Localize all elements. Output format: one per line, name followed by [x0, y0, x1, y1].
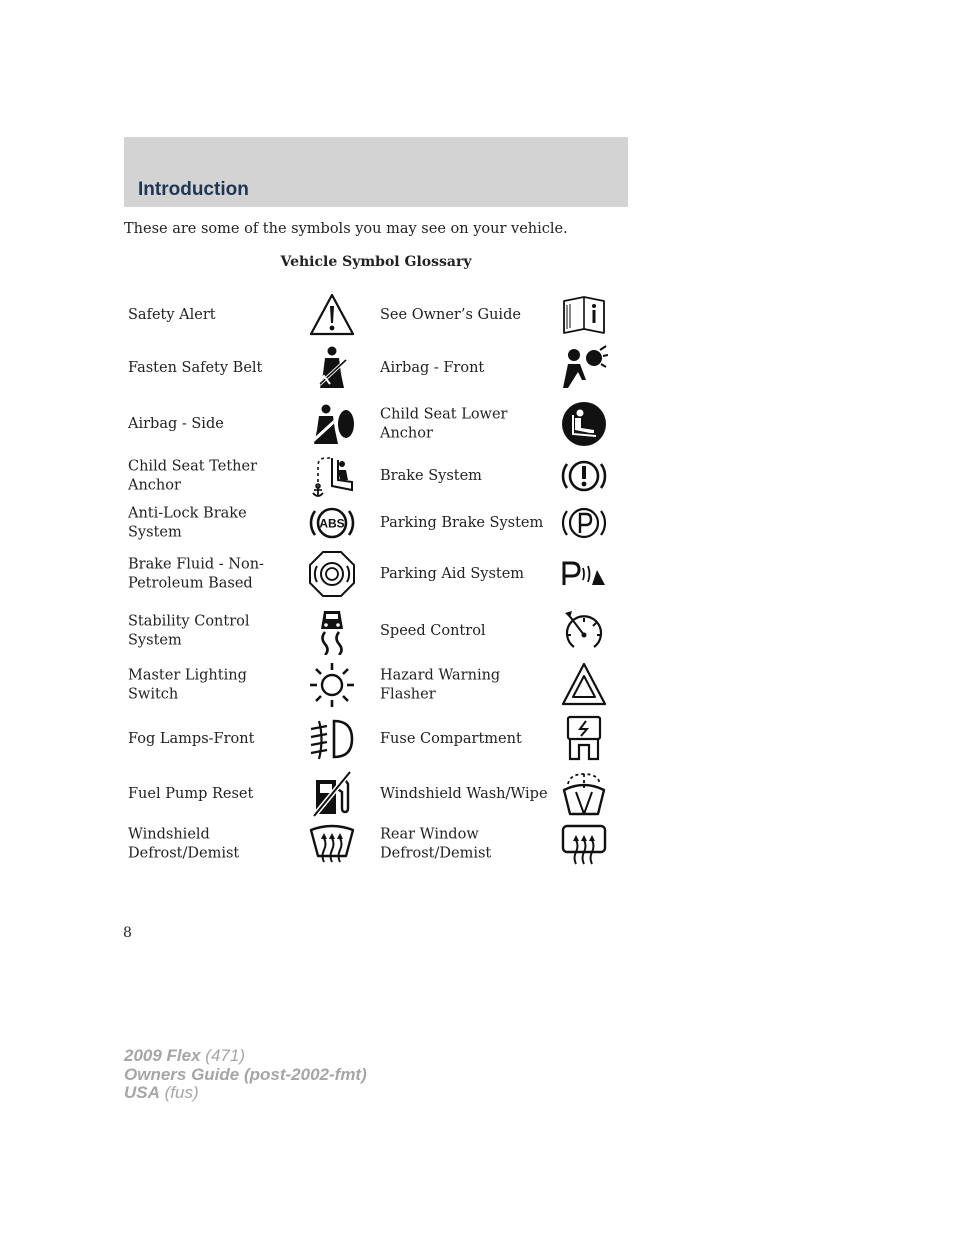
glossary-row	[124, 292, 628, 338]
symbol-label: Fuse Compartment	[380, 730, 522, 747]
glossary-row	[124, 604, 628, 658]
owners-guide-icon	[560, 291, 608, 339]
symbol-label: Fuel Pump Reset	[128, 785, 254, 802]
symbol-label: Airbag - Front	[380, 359, 485, 376]
symbol-label: Master Lighting Switch	[128, 667, 247, 702]
glossary-row	[124, 770, 628, 818]
footer-guide-title: Owners Guide (post-2002-fmt)	[124, 1064, 367, 1084]
glossary-row	[124, 662, 628, 708]
symbol-label: Speed Control	[380, 622, 486, 639]
footer-region-code: (fus)	[164, 1083, 199, 1102]
glossary-row	[124, 344, 628, 392]
speed-control-icon	[560, 607, 608, 655]
symbol-label: Child Seat Tether Anchor	[128, 458, 257, 493]
child-seat-lower-anchor-icon	[560, 400, 608, 448]
safety-alert-icon	[308, 291, 356, 339]
parking-brake-icon	[560, 499, 608, 547]
symbol-label: Fasten Safety Belt	[128, 359, 263, 376]
intro-text: These are some of the symbols you may see on your vehicle.	[124, 221, 568, 237]
footer-model: 2009 Flex	[124, 1046, 201, 1065]
symbol-label: Rear Window Defrost/Demist	[380, 826, 492, 861]
symbol-label: Airbag - Side	[128, 415, 224, 432]
svg-text:ABS: ABS	[319, 516, 345, 531]
abs-icon	[308, 499, 356, 547]
symbol-label: See Owner’s Guide	[380, 306, 521, 323]
document-footer	[124, 1047, 367, 1103]
fuse-compartment-icon	[560, 715, 608, 763]
page-number: 8	[123, 925, 132, 941]
brake-system-icon	[560, 452, 608, 500]
symbol-label: Windshield Defrost/Demist	[128, 826, 240, 861]
fuel-pump-reset-icon	[308, 770, 356, 818]
parking-aid-icon	[560, 550, 608, 598]
symbol-label: Fog Lamps-Front	[128, 730, 255, 747]
brake-fluid-icon	[308, 550, 356, 598]
seat-belt-icon	[308, 344, 356, 392]
footer-model-code: (471)	[205, 1046, 245, 1065]
glossary-row	[124, 714, 628, 764]
symbol-label: Brake System	[380, 467, 482, 484]
glossary-row	[124, 822, 628, 866]
symbol-label: Anti-Lock Brake System	[128, 505, 247, 540]
symbol-label: Parking Brake System	[380, 514, 544, 531]
windshield-defrost-icon	[308, 820, 356, 868]
master-lighting-icon	[308, 661, 356, 709]
windshield-wash-wipe-icon	[560, 770, 608, 818]
symbol-label: Child Seat Lower Anchor	[380, 406, 508, 441]
symbol-label: Windshield Wash/Wipe	[380, 785, 548, 802]
footer-region: USA	[124, 1083, 160, 1102]
symbol-label: Hazard Warning Flasher	[380, 667, 501, 702]
glossary-title: Vehicle Symbol Glossary	[280, 254, 472, 270]
symbol-label: Safety Alert	[128, 306, 216, 323]
section-banner	[124, 137, 628, 207]
symbol-label: Parking Aid System	[380, 565, 525, 582]
section-title: Introduction	[138, 179, 249, 200]
symbol-label: Brake Fluid - Non-Petroleum Based	[128, 556, 264, 591]
glossary-row	[124, 550, 628, 598]
symbol-label: Stability Control System	[128, 613, 250, 648]
rear-window-defrost-icon	[560, 820, 608, 868]
fog-lamps-icon	[308, 715, 356, 763]
glossary-row	[124, 500, 628, 546]
airbag-front-icon	[560, 344, 608, 392]
child-seat-tether-anchor-icon	[308, 452, 356, 500]
glossary-row	[124, 396, 628, 452]
glossary-row	[124, 456, 628, 496]
airbag-side-icon	[308, 400, 356, 448]
stability-control-icon	[308, 607, 356, 655]
hazard-warning-icon	[560, 661, 608, 709]
